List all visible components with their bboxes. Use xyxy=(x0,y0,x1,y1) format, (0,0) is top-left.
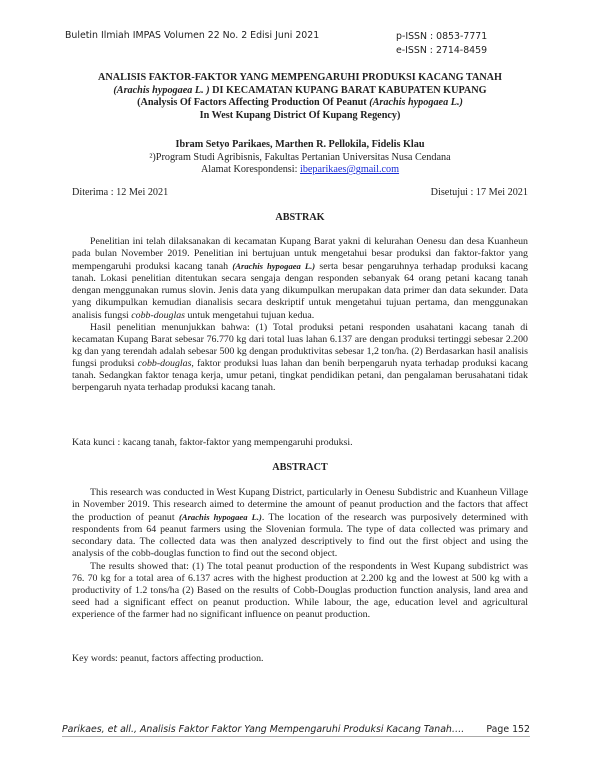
print-issn: p-ISSN : 0853-7771 xyxy=(396,31,488,42)
abstract-body xyxy=(72,487,528,621)
title-english-species: (Arachis hypogaea L.) xyxy=(369,97,463,109)
page-number: Page 152 xyxy=(486,724,530,735)
key-words: Key words: peanut, factors affecting production. xyxy=(72,653,264,664)
title-line-4: In West Kupang District Of Kupang Regency) xyxy=(199,109,401,121)
electronic-issn: e-ISSN : 2714-8459 xyxy=(396,44,488,56)
dates-row xyxy=(72,187,528,198)
abstract-paragraph-2: The results showed that: (1) The total peanut production of the respondents in West Kupang subdistrict was 76. 70 kg for a total area of 6.137 acres with the highest production at 2.200 kg and the lowest at 500 kg with a productivity of 1.2 tons/ha (2) Based on the results of Cobb-Douglas production function analysis, land area and seed had a significant effect on peanut production. While labour, the age, education level and agricultural experience of the farmer had no significant influence on peanut production. xyxy=(72,560,528,620)
author-block xyxy=(60,139,540,177)
kata-kunci: Kata kunci : kacang tanah, faktor-faktor yang mempengaruhi produksi. xyxy=(72,437,353,448)
page-footer xyxy=(62,724,530,735)
abstrak-heading: ABSTRAK xyxy=(275,212,325,223)
affiliation: ²)Program Studi Agribisnis, Fakultas Pertanian Universitas Nusa Cendana xyxy=(149,151,451,163)
journal-name: Buletin Ilmiah IMPAS Volumen 22 No. 2 Edisi Juni 2021 xyxy=(65,30,320,41)
abstrak-body xyxy=(72,236,528,394)
issn-block xyxy=(396,30,487,57)
title-line-3: (Analysis Of Factors Affecting Production Of Peanut (Arachis hypogaea L.) xyxy=(137,97,463,109)
title-line-2: (Arachis hypogaea L. ) DI KECAMATAN KUPANG BARAT KABUPATEN KUPANG xyxy=(113,84,487,96)
title-line-1: ANALISIS FAKTOR-FAKTOR YANG MEMPENGARUHI PRODUKSI KACANG TANAH xyxy=(98,72,502,83)
author-names: Ibram Setyo Parikaes, Marthen R. Pellokila, Fidelis Klau xyxy=(175,139,425,150)
title-species: (Arachis hypogaea L. ) xyxy=(113,84,210,96)
abstrak-paragraph-1: Penelitian ini telah dilaksanakan di kecamatan Kupang Barat yakni di kelurahan Oenesu dan desa Kuanheun pada bulan November 2019. Penelitian ini bertujuan untuk mengetahui besar produksi dan faktor-faktor yang mempengaruhi produksi kacang tanah (Arachis hypogaea L.) serta besar pengaruhnya terhadap produksi kacang tanah. Lokasi penelitian ditentukan secara sengaja dengan responden sebanyak 64 orang petani kacang tanah dengan menggunakan rumus slovin. Jenis data yang dikumpulkan merupakan data primer dan data sekunder. Data yang dikumpulkan kemudian dianalisis secara deskriptif untuk mengetahui tujuan pertama, dan menggunakan analisis fungsi cobb-douglas untuk mengetahui tujuan kedua. xyxy=(72,236,528,321)
abstract-heading: ABSTRACT xyxy=(272,462,328,473)
running-header xyxy=(65,30,535,60)
approved-date: Disetujui : 17 Mei 2021 xyxy=(430,187,528,198)
footer-divider xyxy=(62,736,530,737)
abstrak-paragraph-2: Hasil penelitian menunjukkan bahwa: (1) Total produksi petani responden usahatani kacang tanah di kecamatan Kupang Barat sebesar 76.770 kg dari total luas lahan 6.137 are dengan produksi tertinggi sebesar 2.200 kg dan yang terendah adalah sebesar 500 kg dengan produktivitas sebesar 1,2 ton/ha. (2) Berdasarkan hasil analisis fungsi produksi cobb-douglas, faktor produksi luas lahan dan benih berpengaruh nyata terhadap produksi kacang tanah. Sedangkan faktor tenaga kerja, umur petani, tingkat pendidikan petani, dan pengalaman berusahatani tidak berpengaruh nyata terhadap produksi kacang tanah. xyxy=(72,321,528,394)
received-date: Diterima : 12 Mei 2021 xyxy=(72,187,169,198)
email-link[interactable]: ibeparikaes@gmail.com xyxy=(299,164,400,176)
abstract-paragraph-1: This research was conducted in West Kupang District, particularly in Oenesu Subdistric and Kuanheun Village in November 2019. This research aimed to determine the amount of peanut production and the factors that affect the production of peanut (Arachis hypogaea L.). The location of the research was purposively determined with respondents from 64 peanut farmers using the Slovenian formula. The type of data collected was primary and secondary data. The collected data was then analyzed descriptively to find out the first object and using the analysis of the cobb-douglas function to find out the second object. xyxy=(72,487,529,560)
footer-citation: Parikaes, et all., Analisis Faktor Faktor Yang Mempengaruhi Produksi Kacang Tanah…. xyxy=(62,724,465,735)
paper-title xyxy=(60,72,540,122)
correspondence: Alamat Korespondensi: ibeparikaes@gmail.com xyxy=(200,164,400,176)
